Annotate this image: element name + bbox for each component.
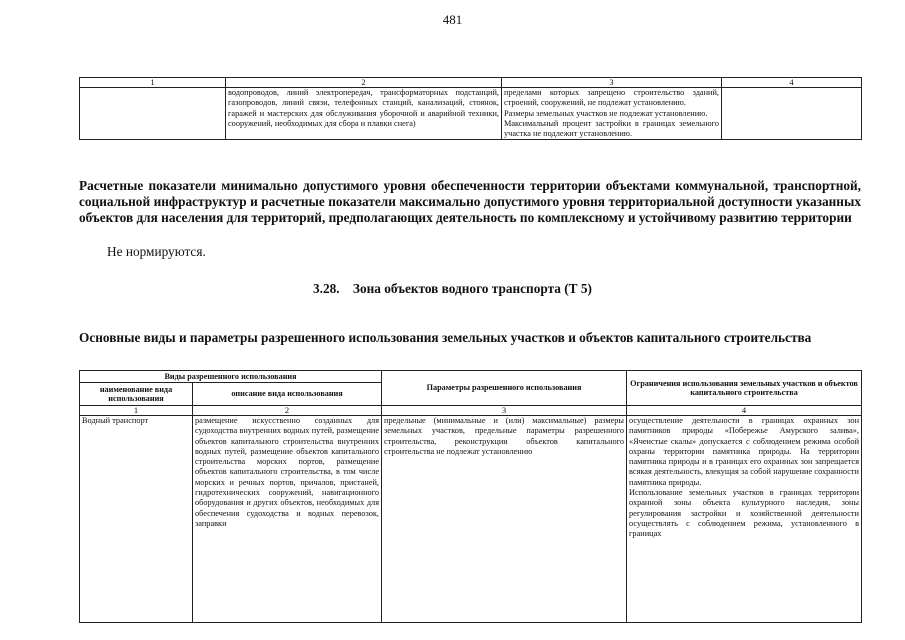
column-number: 4 [627,406,862,416]
page-number: 481 [442,12,463,27]
table-row [80,416,862,623]
table-header-row [80,371,862,383]
table-number-row [80,78,862,88]
header-group: Виды разрешенного использования [80,371,382,383]
header-params: Параметры разрешенного использования [382,371,627,406]
continuation-table [79,77,862,140]
header-name: наименование вида использования [80,383,193,406]
usage-table [79,370,862,623]
column-number: 1 [80,78,226,88]
column-number: 3 [382,406,627,416]
section-title: 3.28. Зона объектов водного транспорта (Т 5) [313,281,592,296]
section-heading: Основные виды и параметры разрешенного использования земельных участков и объектов капитального строительства [79,330,812,345]
table-cell: осуществление деятельности в границах охранных зон памятников природы «Побережье Амурского залива», «Ячеистые скалы» допускается с соблюдением режима особой охраны территории памятника природы. На территории памятника природы и в границах его охранных зон запрещается всякая деятельность, влекущая за собой нарушение сохранности памятника природы. Использование земельных участков в границах территории охранной зоны объекта культурного наследия, зоны регулирования застройки и хозяйственной деятельности осуществлять с соблюдением режима, установленного в границах [627,416,862,623]
plain-paragraph: Не нормируются. [107,244,206,259]
table-cell: водопроводов, линий электропередач, трансформаторных подстанций, газопроводов, линий связи, телефонных станций, канализаций, стоянок, гаражей и мастерских для обслуживания уборочной и аварийной техники, сооружений, необходимых для сбора и плавки снега) [226,88,502,140]
header-description: описание вида использования [193,383,382,406]
header-restrictions: Ограничения использования земельных участков и объектов капитального строительства [627,371,862,406]
column-number: 2 [226,78,502,88]
column-number: 3 [502,78,722,88]
column-number: 1 [80,406,193,416]
table-cell: Водный транспорт [80,416,193,623]
table-cell [80,88,226,140]
bold-paragraph: Расчетные показатели минимально допустимого уровня обеспеченности территории объектами коммунальной, транспортной, социальной инфраструктур и расчетные показатели максимально допустимого уровня территориальной доступности указанных объектов для населения для территорий, предполагающих деятельность по комплексному и устойчивому развитию территории [79,178,861,225]
table-row [80,88,862,140]
column-number: 4 [722,78,862,88]
table-cell: предельные (минимальные и (или) максимальные) размеры земельных участков, предельные параметры разрешенного строительства, реконструкции объектов капитального строительства не подлежат установлению [382,416,627,623]
table-cell [722,88,862,140]
column-number: 2 [193,406,382,416]
table-number-row [80,406,862,416]
table-cell: размещение искусственно созданных для судоходства внутренних водных путей, размещение объектов капитального строительства внутренних водных путей, размещение объектов капитального строительства морских портов, размещение объектов капитального строительства, в том числе морских и речных портов, причалов, пристаней, гидротехнических сооружений, навигационного оборудования и других объектов, необходимых для обеспечения судоходства и водных перевозок, заправки [193,416,382,623]
table-cell: пределами которых запрещено строительство зданий, строений, сооружений, не подлежат установлению. Размеры земельных участков не подлежат установлению. Максимальный процент застройки в границах земельного участка не подлежит установлению. [502,88,722,140]
